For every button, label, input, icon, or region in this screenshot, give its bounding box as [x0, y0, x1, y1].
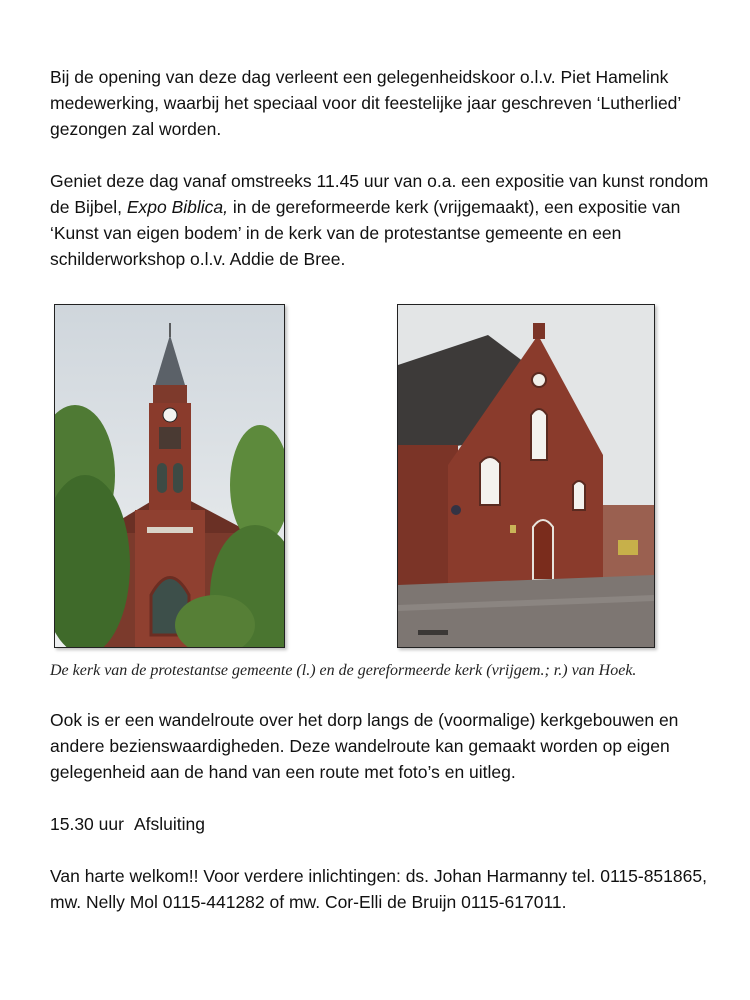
- paragraph-exhibitions-part-2: in de gereformeerde kerk (vrijgemaakt), een expositie van ‘Kunst van eigen bodem’ in de kerk van de protestantse gemeente en een schilderworkshop o.l.v. Addie de Bree.: [50, 197, 681, 269]
- document-page: [50, 64, 710, 915]
- photo-caption: De kerk van de protestantse gemeente (l.) en de gereformeerde kerk (vrijgem.; r.) van Hoek.: [50, 662, 637, 679]
- schedule-closing: [50, 811, 710, 837]
- expo-biblica-title: Expo Biblica,: [126, 197, 229, 217]
- photo-reformed-church: [397, 304, 655, 648]
- paragraph-exhibitions-part-1: Geniet deze dag vanaf omstreeks 11.45 uur van o.a. een expositie van kunst rondom de Bijbel,: [50, 171, 709, 217]
- paragraph-opening: Bij de opening van deze dag verleent een gelegenheidskoor o.l.v. Piet Hamelink medewerking, waarbij het speciaal voor dit feestelijke jaar geschreven ‘Lutherlied’ gezongen zal worden.: [50, 67, 681, 139]
- paragraph-contact: Van harte welkom!! Voor verdere inlichtingen: ds. Johan Harmanny tel. 0115-851865, mw. Nelly Mol 0115-441282 of mw. Cor-Elli de Bruijn 0115-617011.: [50, 866, 707, 912]
- photo-row: [50, 304, 710, 656]
- paragraph-exhibitions: [50, 168, 710, 272]
- paragraph-walking-route: Ook is er een wandelroute over het dorp langs de (voormalige) kerkgebouwen en andere bezienswaardigheden. Deze wandelroute kan gemaakt worden op eigen gelegenheid aan de hand van een route met foto’s en uitleg.: [50, 710, 679, 782]
- photo-protestant-church: [54, 304, 285, 648]
- closing-label: Afsluiting: [133, 814, 205, 834]
- closing-time: 15.30 uur: [50, 814, 124, 834]
